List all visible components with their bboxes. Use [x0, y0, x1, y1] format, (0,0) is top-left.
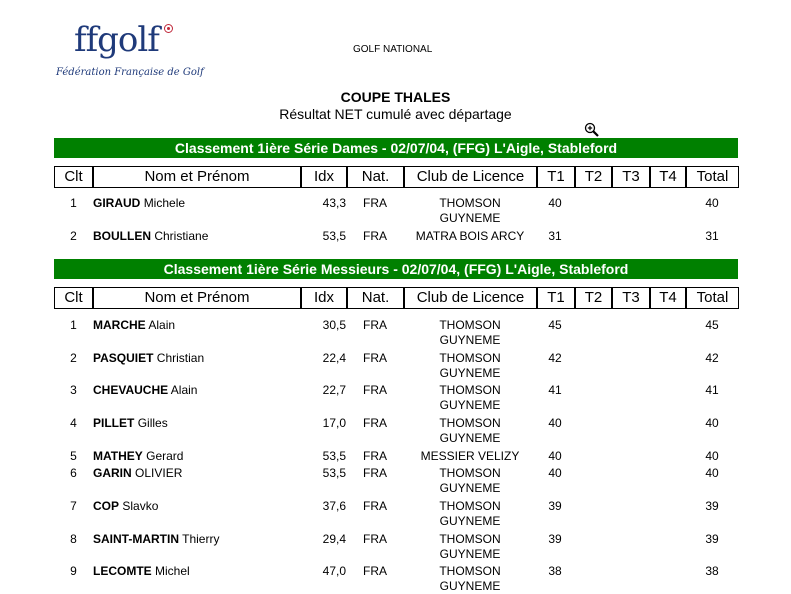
logo-subtitle: Fédération Française de Golf	[56, 67, 204, 78]
cell-nat: FRA	[363, 229, 387, 243]
cell-idx: 43,3	[322, 196, 346, 210]
club-line-1: MATRA BOIS ARCY	[415, 229, 525, 243]
cell-club	[403, 532, 537, 562]
cell-name	[93, 383, 298, 398]
cell-clt: 6	[70, 466, 77, 480]
zoom-in-icon[interactable]	[584, 122, 600, 138]
cell-total: 40	[705, 449, 719, 463]
cell-total: 40	[705, 416, 719, 430]
player-first-name: Christiane	[154, 229, 209, 243]
column-header: Nom et Prénom	[93, 166, 301, 188]
player-last-name: PILLET	[93, 416, 135, 430]
player-first-name: OLIVIER	[135, 466, 183, 480]
player-first-name: Michele	[143, 196, 186, 210]
cell-nat: FRA	[363, 196, 387, 210]
cell-idx: 37,6	[322, 499, 346, 513]
club-line-2: GUYNEME	[439, 481, 501, 495]
cell-club	[403, 416, 537, 446]
column-header: Idx	[301, 166, 347, 188]
column-header: Total	[686, 166, 739, 188]
logo-mark-icon	[164, 24, 173, 33]
cell-name	[93, 196, 298, 211]
cell-clt: 4	[70, 416, 77, 430]
club-line-1: THOMSON	[439, 499, 501, 513]
cell-clt: 5	[70, 449, 77, 463]
cell-nat: FRA	[363, 532, 387, 546]
cell-nat: FRA	[363, 564, 387, 578]
page-title: COUPE THALES	[340, 89, 451, 105]
cell-total: 39	[705, 499, 719, 513]
cell-total: 40	[705, 466, 719, 480]
column-header: T2	[575, 166, 612, 188]
column-header: Idx	[301, 287, 347, 309]
cell-clt: 2	[70, 229, 77, 243]
cell-name	[93, 449, 298, 464]
column-header: Clt	[54, 166, 93, 188]
table-header-row	[54, 166, 738, 188]
column-header: Club de Licence	[404, 287, 537, 309]
cell-clt: 3	[70, 383, 77, 397]
player-first-name: Christian	[156, 351, 205, 365]
column-header: T2	[575, 287, 612, 309]
cell-t1: 39	[548, 499, 562, 513]
column-header: Clt	[54, 287, 93, 309]
cell-name	[93, 351, 298, 366]
club-line-2: GUYNEME	[439, 398, 501, 412]
cell-t1: 40	[548, 466, 562, 480]
cell-club	[403, 196, 537, 226]
club-line-2: GUYNEME	[439, 431, 501, 445]
player-last-name: SAINT-MARTIN	[93, 532, 179, 546]
cell-club	[403, 383, 537, 413]
column-header: T1	[537, 287, 575, 309]
cell-club	[403, 318, 537, 348]
cell-idx: 53,5	[322, 229, 346, 243]
player-last-name: PASQUIET	[93, 351, 154, 365]
cell-t1: 41	[548, 383, 562, 397]
player-first-name: Michel	[155, 564, 190, 578]
cell-clt: 1	[70, 196, 77, 210]
cell-t1: 42	[548, 351, 562, 365]
cell-clt: 9	[70, 564, 77, 578]
player-first-name: Gilles	[137, 416, 168, 430]
cell-t1: 40	[548, 449, 562, 463]
club-line-2: GUYNEME	[439, 211, 501, 225]
cell-name	[93, 564, 298, 579]
cell-total: 31	[705, 229, 719, 243]
cell-idx: 53,5	[322, 449, 346, 463]
column-header: T4	[650, 166, 686, 188]
cell-club	[403, 351, 537, 381]
player-first-name: Gerard	[146, 449, 184, 463]
column-header: T3	[612, 287, 650, 309]
cell-idx: 29,4	[322, 532, 346, 546]
cell-nat: FRA	[363, 466, 387, 480]
cell-t1: 40	[548, 196, 562, 210]
player-last-name: BOULLEN	[93, 229, 151, 243]
player-last-name: CHEVAUCHE	[93, 383, 169, 397]
club-line-1: THOMSON	[439, 351, 501, 365]
column-header: Nom et Prénom	[93, 287, 301, 309]
club-line-2: GUYNEME	[439, 514, 501, 528]
cell-club	[403, 564, 537, 594]
cell-name	[93, 532, 298, 547]
cell-total: 45	[705, 318, 719, 332]
cell-name	[93, 229, 298, 244]
cell-nat: FRA	[363, 416, 387, 430]
club-line-1: MESSIER VELIZY	[420, 449, 520, 463]
cell-t1: 39	[548, 532, 562, 546]
cell-nat: FRA	[363, 318, 387, 332]
club-line-1: THOMSON	[439, 383, 501, 397]
player-last-name: GARIN	[93, 466, 132, 480]
section-title-bar: Classement 1ière Série Dames - 02/07/04, (FFG) L'Aigle, Stableford	[54, 138, 738, 158]
cell-club	[403, 466, 537, 496]
logo-text: ffgolf	[74, 20, 159, 60]
club-line-1: THOMSON	[439, 466, 501, 480]
table-header-row	[54, 287, 738, 309]
ffgolf-logo	[56, 20, 204, 80]
cell-idx: 17,0	[322, 416, 346, 430]
cell-nat: FRA	[363, 383, 387, 397]
cell-clt: 7	[70, 499, 77, 513]
club-line-2: GUYNEME	[439, 333, 501, 347]
column-header: T1	[537, 166, 575, 188]
cell-t1: 31	[548, 229, 562, 243]
cell-clt: 2	[70, 351, 77, 365]
cell-clt: 8	[70, 532, 77, 546]
player-last-name: GIRAUD	[93, 196, 141, 210]
cell-t1: 40	[548, 416, 562, 430]
section-title-bar: Classement 1ière Série Messieurs - 02/07/04, (FFG) L'Aigle, Stableford	[54, 259, 738, 279]
cell-nat: FRA	[363, 449, 387, 463]
club-line-1: THOMSON	[439, 416, 501, 430]
column-header: T3	[612, 166, 650, 188]
club-line-1: THOMSON	[439, 564, 501, 578]
player-first-name: Thierry	[182, 532, 220, 546]
cell-idx: 22,7	[322, 383, 346, 397]
cell-total: 41	[705, 383, 719, 397]
cell-name	[93, 499, 298, 514]
cell-idx: 47,0	[322, 564, 346, 578]
club-line-2: GUYNEME	[439, 547, 501, 561]
cell-total: 39	[705, 532, 719, 546]
player-first-name: Slavko	[122, 499, 159, 513]
cell-nat: FRA	[363, 351, 387, 365]
cell-club	[403, 229, 537, 244]
column-header: T4	[650, 287, 686, 309]
cell-total: 38	[705, 564, 719, 578]
column-header: Nat.	[347, 166, 404, 188]
player-last-name: MATHEY	[93, 449, 143, 463]
cell-idx: 22,4	[322, 351, 346, 365]
player-first-name: Alain	[170, 383, 198, 397]
club-line-2: GUYNEME	[439, 366, 501, 380]
club-line-1: THOMSON	[439, 318, 501, 332]
cell-t1: 45	[548, 318, 562, 332]
venue-name: GOLF NATIONAL	[353, 44, 433, 55]
column-header: Nat.	[347, 287, 404, 309]
player-last-name: COP	[93, 499, 120, 513]
cell-nat: FRA	[363, 499, 387, 513]
cell-idx: 53,5	[322, 466, 346, 480]
club-line-1: THOMSON	[439, 532, 501, 546]
cell-name	[93, 416, 298, 431]
column-header: Total	[686, 287, 739, 309]
cell-total: 40	[705, 196, 719, 210]
cell-club	[403, 499, 537, 529]
club-line-2: GUYNEME	[439, 579, 501, 593]
player-last-name: LECOMTE	[93, 564, 152, 578]
page-subtitle: Résultat NET cumulé avec départage	[279, 106, 512, 122]
cell-total: 42	[705, 351, 719, 365]
cell-name	[93, 466, 298, 481]
cell-clt: 1	[70, 318, 77, 332]
player-last-name: MARCHE	[93, 318, 146, 332]
club-line-1: THOMSON	[439, 196, 501, 210]
cell-club	[403, 449, 537, 464]
player-first-name: Alain	[148, 318, 176, 332]
column-header: Club de Licence	[404, 166, 537, 188]
cell-name	[93, 318, 298, 333]
cell-idx: 30,5	[322, 318, 346, 332]
cell-t1: 38	[548, 564, 562, 578]
